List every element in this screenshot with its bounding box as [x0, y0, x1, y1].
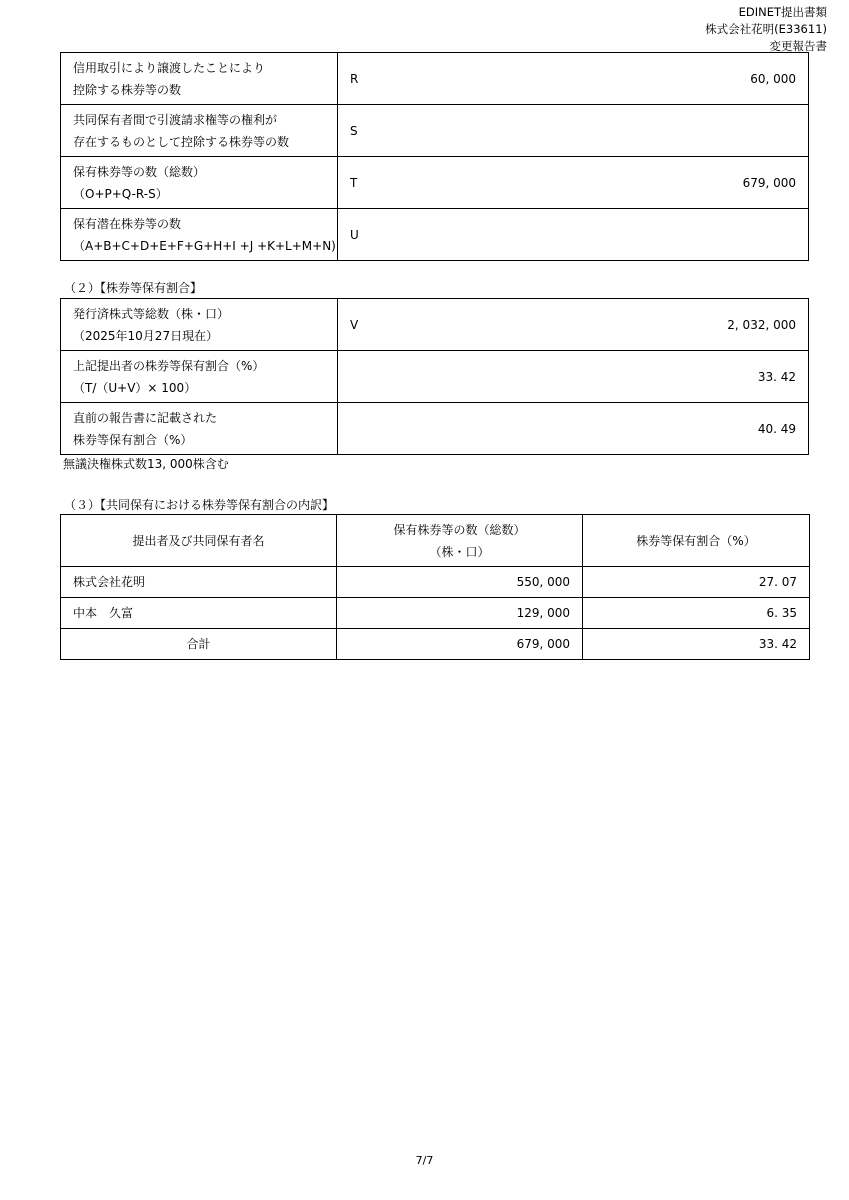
row-value: 60, 000	[750, 71, 796, 86]
row-label	[61, 299, 338, 351]
page-number: 7/7	[415, 1154, 434, 1167]
section-3-title: （３）【共同保有における株券等保有割合の内訳】	[64, 498, 335, 512]
holder-name: 株式会社花明	[61, 567, 337, 598]
row-label	[61, 403, 338, 455]
holder-name: 中本 久富	[61, 598, 337, 629]
label-line: 株券等保有割合（%）	[73, 432, 193, 447]
row-letter: U	[350, 227, 359, 242]
label-line: （A+B+C+D+E+F+G+H+I +J +K+L+M+N)	[73, 238, 336, 253]
row-value: 2, 032, 000	[727, 317, 796, 332]
holder-ratio: 27. 07	[583, 567, 810, 598]
joint-holding-table	[60, 514, 810, 660]
row-letter: S	[350, 123, 358, 138]
table-row	[61, 598, 810, 629]
holdings-table	[60, 52, 809, 261]
total-label: 合計	[61, 629, 337, 660]
table-row	[61, 105, 809, 157]
row-value-cell	[338, 351, 809, 403]
header-edinet: EDINET提出書類	[738, 5, 827, 19]
row-letter: R	[350, 71, 359, 86]
label-line: 信用取引により譲渡したことにより	[73, 60, 266, 75]
label-line: 上記提出者の株券等保有割合（%）	[73, 358, 265, 373]
label-line: （T/（U+V）× 100）	[73, 380, 197, 395]
total-row	[61, 629, 810, 660]
label-line: （2025年10月27日現在）	[73, 328, 219, 343]
label-line: 存在するものとして控除する株券等の数	[73, 134, 290, 149]
row-letter: T	[350, 175, 358, 190]
label-line: 保有株券等の数（総数）	[73, 164, 206, 179]
table-row	[61, 299, 809, 351]
row-value-cell	[338, 105, 809, 157]
row-label	[61, 351, 338, 403]
row-letter: V	[350, 317, 359, 332]
header-count	[337, 515, 583, 567]
header-report-type: 変更報告書	[769, 39, 827, 53]
table-row	[61, 53, 809, 105]
section-2-title: （２）【株券等保有割合】	[64, 281, 203, 295]
table-row	[61, 403, 809, 455]
row-value: 33. 42	[757, 369, 796, 384]
row-label	[61, 209, 338, 261]
row-label	[61, 53, 338, 105]
holder-count: 129, 000	[337, 598, 583, 629]
row-value: 679, 000	[742, 175, 796, 190]
header-count-line: 保有株券等の数（総数）	[393, 522, 526, 537]
row-value: 40. 49	[757, 421, 796, 436]
row-label	[61, 105, 338, 157]
header-company: 株式会社花明(E33611)	[705, 22, 827, 36]
holder-count: 550, 000	[337, 567, 583, 598]
holding-ratio-table	[60, 298, 809, 455]
row-value-cell	[338, 157, 809, 209]
holder-ratio: 6. 35	[583, 598, 810, 629]
label-line: 共同保有者間で引渡請求権等の権利が	[73, 112, 278, 127]
header-ratio: 株券等保有割合（%）	[583, 515, 810, 567]
total-ratio: 33. 42	[583, 629, 810, 660]
total-count: 679, 000	[337, 629, 583, 660]
table-row	[61, 351, 809, 403]
table-row	[61, 567, 810, 598]
row-label	[61, 157, 338, 209]
table-row	[61, 209, 809, 261]
table-header-row	[61, 515, 810, 567]
table-row	[61, 157, 809, 209]
label-line: 控除する株券等の数	[73, 82, 182, 97]
row-value-cell	[338, 53, 809, 105]
header-count-unit: （株・口）	[429, 544, 490, 559]
document-header	[705, 4, 827, 55]
row-value-cell	[338, 209, 809, 261]
row-value-cell	[338, 403, 809, 455]
header-name: 提出者及び共同保有者名	[61, 515, 337, 567]
label-line: 保有潜在株券等の数	[73, 216, 182, 231]
label-line: （O+P+Q-R-S）	[73, 186, 168, 201]
row-value-cell	[338, 299, 809, 351]
label-line: 直前の報告書に記載された	[73, 410, 218, 425]
label-line: 発行済株式等総数（株・口）	[73, 306, 230, 321]
non-voting-note: 無議決権株式数13, 000株含む	[63, 457, 229, 471]
